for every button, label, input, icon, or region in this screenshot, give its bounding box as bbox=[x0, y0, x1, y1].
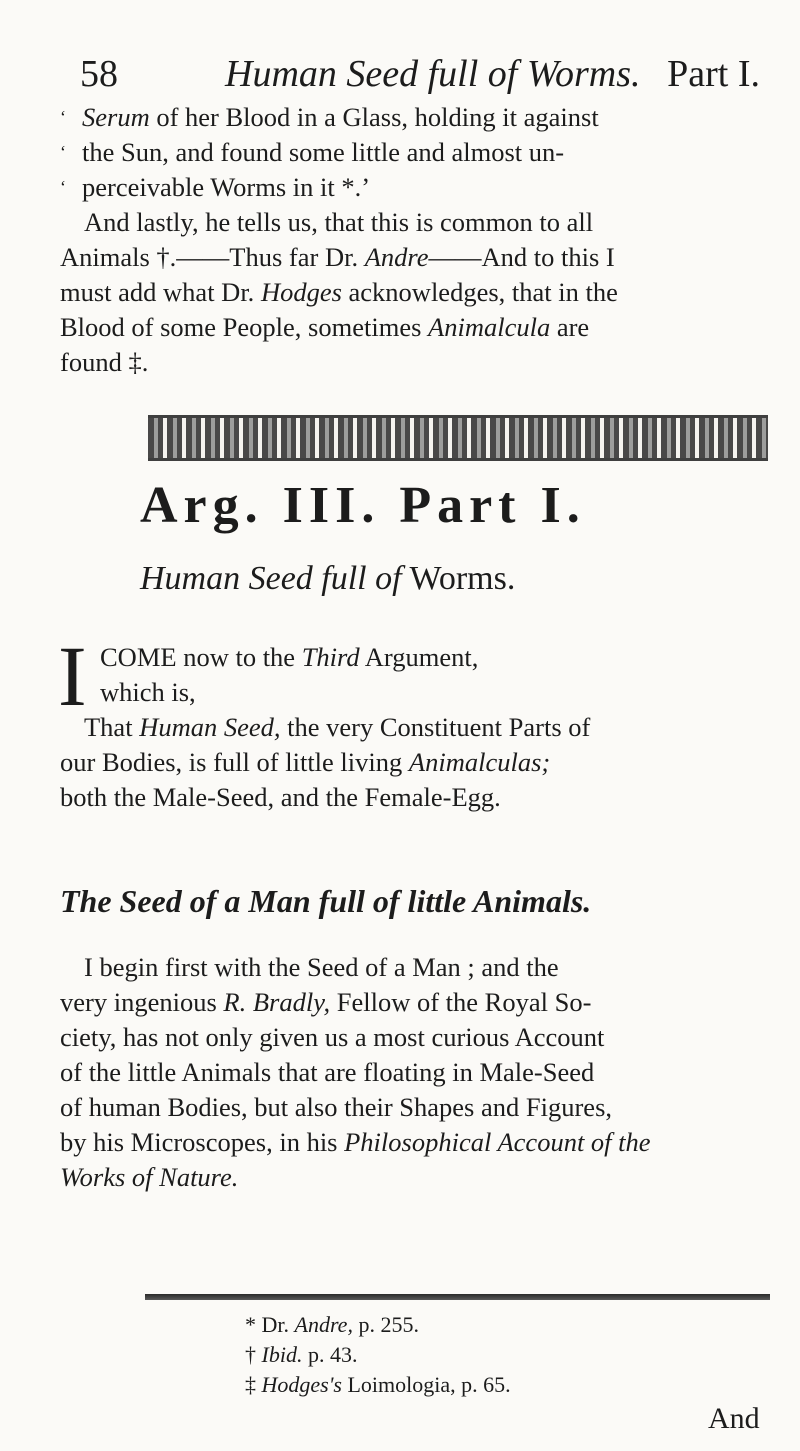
section-title: The Seed of a Man full of little Animals. bbox=[60, 883, 592, 919]
section-paragraph bbox=[60, 950, 772, 1195]
text-line: Blood of some People, sometimes Animalcula are bbox=[60, 312, 590, 342]
drop-cap: I bbox=[58, 628, 87, 724]
running-head bbox=[80, 52, 760, 96]
text-line: I begin first with the Seed of a Man ; and the bbox=[84, 952, 559, 982]
footnote: * Dr. Andre, p. 255. bbox=[245, 1312, 419, 1337]
intro-quote bbox=[60, 100, 772, 205]
footnote: ‡ Hodges's Loimologia, p. 65. bbox=[245, 1372, 511, 1397]
text-line: Animals †.——Thus far Dr. Andre——And to this I bbox=[60, 242, 615, 272]
catchword: And bbox=[708, 1402, 760, 1435]
text-line: by his Microscopes, in his Philosophical Account of the bbox=[60, 1127, 651, 1157]
intro-paragraph bbox=[60, 205, 772, 380]
text-line: must add what Dr. Hodges acknowledges, that in the bbox=[60, 277, 618, 307]
running-title: Human Seed full of Worms. bbox=[225, 53, 641, 95]
text-line: both the Male-Seed, and the Female-Egg. bbox=[60, 782, 501, 812]
footnote: † Ibid. p. 43. bbox=[245, 1342, 358, 1367]
argument-paragraph bbox=[58, 628, 772, 815]
footnote-rule bbox=[145, 1294, 770, 1300]
text-line: of human Bodies, but also their Shapes and Figures, bbox=[60, 1092, 613, 1122]
argument-heading: Arg. III. Part I. bbox=[140, 477, 586, 534]
text-line: found ‡. bbox=[60, 347, 149, 377]
text-line: COME now to the Third Argument, bbox=[100, 642, 479, 672]
text-line: ciety, has not only given us a most curious Account bbox=[60, 1022, 605, 1052]
text-line: And lastly, he tells us, that this is common to all bbox=[84, 207, 594, 237]
text-line: ‘ Serum of her Blood in a Glass, holding it against bbox=[60, 102, 599, 132]
argument-subtitle: Human Seed full of Worms. bbox=[140, 560, 516, 597]
text-line: ‘ the Sun, and found some little and almost un- bbox=[60, 137, 565, 167]
text-line: Works of Nature. bbox=[60, 1162, 239, 1192]
page-number: 58 bbox=[80, 53, 118, 95]
text-line: That Human Seed, the very Constituent Parts of bbox=[84, 712, 591, 742]
text-line: ‘ perceivable Worms in it *.’ bbox=[60, 172, 371, 202]
decorative-ornament-band bbox=[148, 415, 768, 461]
text-line: of the little Animals that are floating in Male-Seed bbox=[60, 1057, 595, 1087]
text-line: which is, bbox=[100, 677, 196, 707]
footnotes bbox=[245, 1310, 511, 1400]
text-line: very ingenious R. Bradly, Fellow of the Royal So- bbox=[60, 987, 592, 1017]
part-label: Part I. bbox=[667, 53, 760, 95]
text-line: our Bodies, is full of little living Animalculas; bbox=[60, 747, 551, 777]
